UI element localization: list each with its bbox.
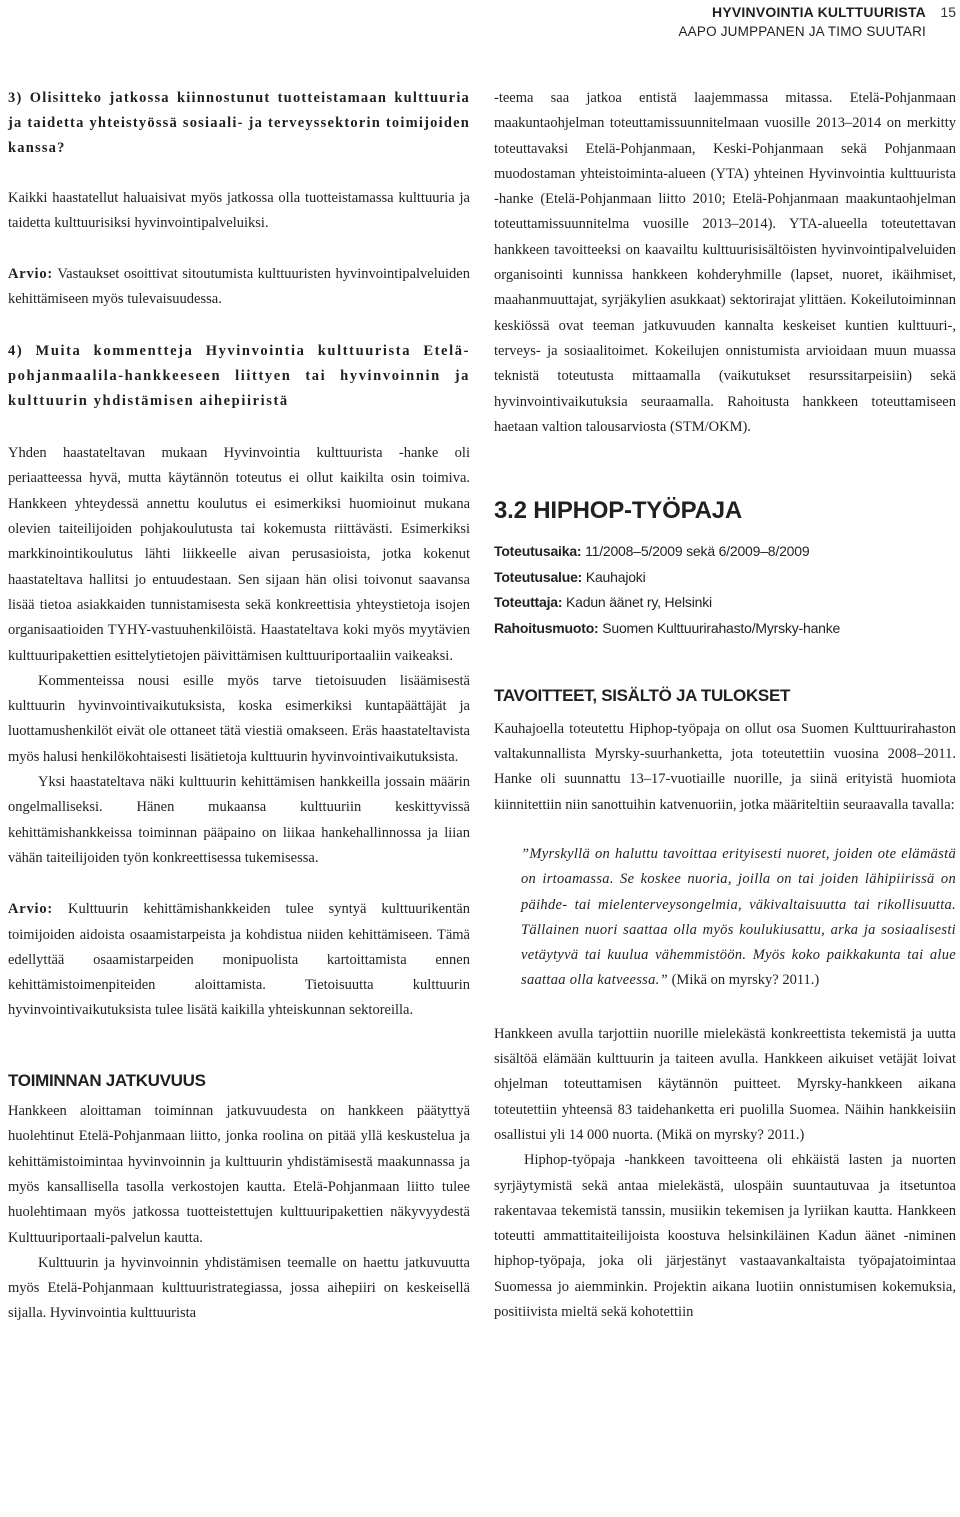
header-authors: AAPO JUMPPANEN JA TIMO SUUTARI [678, 24, 926, 39]
section-heading: TAVOITTEET, SISÄLTÖ JA TULOKSET [494, 686, 791, 706]
meta-row: Toteutusalue: Kauhajoki [494, 568, 646, 585]
paragraph: Kommenteissa nousi esille myös tarve tietoisuuden lisäämisestä kulttuurin hyvinvointivaikutuksista, koska esimerkiksi kuntapäättäjät ja luottamushenkilöt eivät ole ottaneet tätä viestiä omakseen. Eräs haastateltavista myös halusi henkilökohtaisesti lisätietoja kulttuurin hyvinvointivaikutuksista. [8, 672, 470, 765]
assessment-paragraph [8, 897, 470, 1023]
quote-reference: (Mikä on myrsky? 2011.) [667, 972, 820, 989]
meta-row: Toteuttaja: Kadun äänet ry, Helsinki [494, 594, 712, 611]
paragraph: Hiphop-työpaja -hankkeen tavoitteena oli ehkäistä lasten ja nuorten syrjäytymistä sekä antaa mielekästä, ulospäin suuntautuvaa ja itsetuntoa rakentavaa tekemistä tanssin, musiikin tekemisen ja lyriikan kautta. Hankkeen toteutti ammattitaiteilijoista koostuva helsinkiläinen Kadun äänet -niminen hiphop-työpaja, joka oli järjestänyt vastaavankaltaista työpajatoimintaa Suomessa jo aiemminkin. Projektin aikana luotiin onnistumisen kokemuksia, positiivista mieltä sekä kohotettiin [494, 1152, 956, 1320]
meta-row: Rahoitusmuoto: Suomen Kulttuurirahasto/Myrsky-hanke [494, 619, 841, 636]
assessment-label: Arvio: [8, 901, 54, 918]
paragraph: Yksi haastateltava näki kulttuurin kehittämisen hankkeilla jossain määrin ongelmalliseksi. Hänen mukaansa kulttuuriin keskittyvissä kehittämishankkeissa toiminnan pääpaino on liikaa hankehallinnossa ja liian vähän taiteilijoiden työn konkreettisessa tukemisessa. [8, 774, 470, 866]
paragraph: Hankkeen avulla tarjottiin nuorille mielekästä konkreettista tekemistä ja uutta sisältöä elämään kulttuurin ja taiteen avulla. Hankkeen aikuiset vetäjät loivat ohjelman toteuttamisen käytännön puitteet. Myrsky-hankkeen aikana toteutettiin yhteensä 83 taidehanketta eri puolilla Suomea. Näihin hankkeisiin osallistui yli 14 000 nuorta. (Mikä on myrsky? 2011.) [494, 1025, 956, 1143]
assessment-paragraph [8, 262, 470, 313]
left-column [8, 86, 470, 1327]
paragraph: Kauhajoella toteutettu Hiphop-työpaja on ollut osa Suomen Kulttuurirahaston valtakunnallista Myrsky-suurhanketta, jota toteutettiin vuosina 2008–2011. Hanke oli suunnattu 13–17-vuotiaille nuorille, ja siinä erityistä huomiota kiinnitettiin niin sanottuihin katvenuoriin, jotka määriteltiin seuraavalla tavalla: [494, 720, 956, 813]
right-column [494, 86, 956, 1325]
assessment-label: Arvio: [8, 265, 54, 282]
header-title: HYVINVOINTIA KULTTUURISTA [712, 4, 926, 20]
meta-row: Toteutusaika: 11/2008–5/2009 sekä 6/2009–8/2009 [494, 543, 810, 560]
paragraph: Kaikki haastatellut haluaisivat myös jatkossa olla tuotteistamassa kulttuuria ja taidetta kulttuurisiksi hyvinvointipalveluiksi. [8, 190, 470, 232]
project-meta [494, 539, 956, 641]
paragraph: Kulttuurin ja hyvinvoinnin yhdistämisen teemalle on haettu jatkuvuutta myös Etelä-Pohjanmaan kulttuuristrategiassa, jossa aihepiiri on keskeisellä sijalla. Hyvinvointia kulttuurista [8, 1254, 470, 1322]
paragraph: Hankkeen aloittaman toiminnan jatkuvuudesta on hankkeen päätyttyä huolehtinut Etelä-Pohjanmaan liitto, jonka roolina on pitää yllä keskustelua ja kehittämistoimintaa hyvinvoinnin ja kulttuurin yhdistämisestä maakunnassa ja myös kansallisella tasolla verkostojen kautta. Etelä-Pohjanmaan liitto tulee huolehtimaan myös jatkossa tuotteistettujen kulttuuripakettien näkyvyydestä Kulttuuriportaali-palvelun kautta. [8, 1103, 470, 1246]
quote-block [521, 842, 956, 994]
question-3: 3) Olisitteko jatkossa kiinnostunut tuotteistamaan kulttuuria ja taidetta yhteistyössä sosiaali- ja terveyssektorin toimijoiden kanssa? [8, 90, 470, 156]
section-heading: TOIMINNAN JATKUVUUS [8, 1070, 206, 1090]
paragraph: -teema saa jatkoa entistä laajemmassa mitassa. Etelä-Pohjanmaan maakuntaohjelman toteuttamissuunnitelmaan vuosille 2013–2014 on merkitty toteuttavaksi Etelä-Pohjanmaan, Keski-Pohjanmaan sekä Pohjanmaan muodostaman yhteistoiminta-alueen (YTA) yhteinen Hyvinvointia kulttuurista -hanke (Etelä-Pohjanmaan liitto 2010; Etelä-Pohjanmaan maakuntaohjelman toteuttamissuunnitelma vuosille 2013–2014). YTA-alueella toteutettavan hankkeen tavoitteeksi on kaavailtu kulttuurisisältöisten hyvinvointipalveluiden organisointi kunnissa hankkeen kohderyhmille (lapset, nuoret, ikäihmiset, maahanmuuttajat, syrjäkylien asukkaat) sektorirajat ylittäen. Kokeilutoiminnan keskiössä ovat teeman jatkuvuuden kannalta keskeiset kuntien kulttuuri-, terveys- ja sosiaalitoimet. Kokeilujen onnistumista arvioidaan muun muassa teknistä toteutusta mittaamalla (vaikutukset resurssitarpeisiin) sekä hyvinvointivaikutuksia seuraamalla. Rahoitusta hankkeen toteuttamiseen haetaan valtion talousarviosta (STM/OKM). [494, 90, 956, 435]
page-number: 15 [940, 4, 956, 20]
paragraph: Yhden haastateltavan mukaan Hyvinvointia kulttuurista -hanke oli periaatteessa hyvä, mutta käytännön toteutus ei ollut kaikilta osin toimiva. Hankkeen yhteydessä annettu koulutus ei esimerkiksi huomioinut mukana olevien taiteilijoiden pohjakoulutusta tai kokemusta riittävästi. Esimerkiksi markkinointikoulutus lähti liikkeelle aivan perusasioista, jotka kokenut haastateltava hallitsi jo entuudestaan. Sen sijaan hän olisi toivonut saavansa lisää tietoa asiakkaiden tunnistamisesta sekä konkreettisia yhteystietoja isojen organisaatioiden TYHY-vastuuhenkilöistä. Haastateltava koki myös myytävien kulttuuripakettien esittelytietojen päivittämisen kulttuuriportaaliin vaikeaksi. [8, 445, 470, 664]
running-header [678, 2, 926, 42]
section-title: 3.2 HIPHOP-TYÖPAJA [494, 497, 743, 525]
question-4: 4) Muita kommentteja Hyvinvointia kulttuurista Etelä-pohjanmaalila-hankkeeseen liittyen tai hyvinvoinnin ja kulttuurin yhdistämisen aihepiiristä [8, 343, 470, 410]
assessment-text: Vastaukset osoittivat sitoutumista kulttuuristen hyvinvointipalveluiden kehittämiseen myös tulevaisuudessa. [8, 265, 470, 307]
assessment-text: Kulttuurin kehittämishankkeiden tulee syntyä kulttuurikentän toimijoiden aidoista osaamistarpeista ja kohdistua niiden kehittämiseen. Tämä edellyttää osaamistarpeiden monipuolista kartoittamista ennen kehittämistoimenpiteiden aloittamista. Tietoisuutta kulttuurin hyvinvointivaikutuksista tulee lisätä kaikilla yhteiskunnan sektoreilla. [8, 901, 470, 1019]
quote-text: ”Myrskyllä on haluttu tavoittaa erityisesti nuoret, joiden ote elämästä on irtoamassa. Se koskee nuoria, joilla on tai joiden lähipiirissä on päihde- tai mielenterveysongelmia, väkivaltaisuutta tai rikollisuutta. Tällainen nuori saattaa olla myös koulukiusattu, arka ja sosiaalisesti vetäytyvä tai kuulua vähemmistöön. Myös koko paikkakunta tai alue saattaa olla katveessa.” [521, 845, 956, 989]
